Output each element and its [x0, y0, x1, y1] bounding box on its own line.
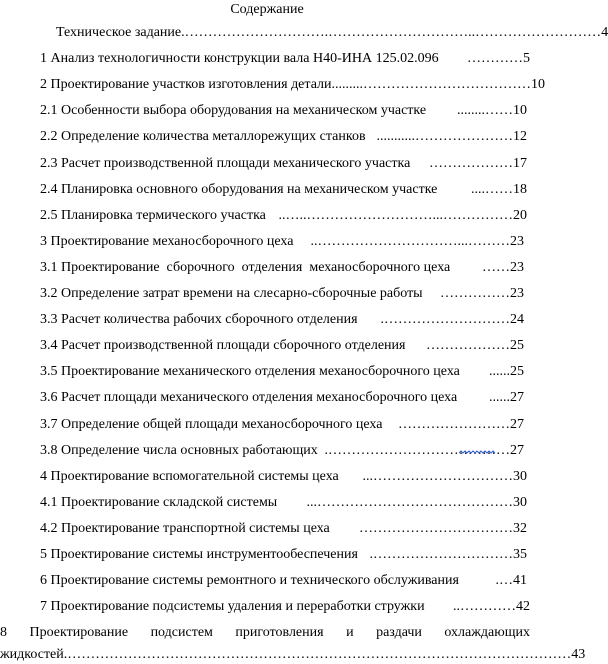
toc-entry-page-number: 25	[510, 338, 524, 353]
toc-entry-leader-dots: ……………………	[398, 417, 510, 432]
toc-entry-8-word: приготовления	[235, 625, 324, 640]
toc-entry[interactable]	[40, 363, 524, 381]
toc-entry-title: 3.4 Расчет производственной площади сборочного отделения	[40, 338, 406, 353]
toc-entry-leader-dots: …………………...........	[376, 129, 513, 144]
toc-entry-title: 2.5 Планировка термического участка	[40, 208, 266, 223]
toc-entry-leader-dots: …………………………...	[362, 469, 513, 484]
toc-entry-title: 2.1 Особенности выбора оборудования на механическом участке	[40, 103, 427, 118]
toc-entry-page-number: 41	[513, 573, 527, 588]
toc-entry-page-number: 10	[531, 77, 546, 92]
toc-entry[interactable]	[40, 285, 524, 303]
toc-entry-leader-dots: ………………………………….	[324, 443, 510, 458]
toc-entry-leader-dots: ……	[482, 260, 510, 275]
toc-entry-leader-dots: ……………………………………...	[306, 495, 513, 510]
toc-entry-title: 4 Проектирование вспомогательной системы цеха	[40, 469, 339, 484]
toc-entry-page-number: 23	[510, 234, 524, 249]
toc-entry-title: 3.2 Определение затрат времени на слесарно-сборочные работы	[40, 286, 423, 301]
toc-entry-leader-dots: ......	[489, 390, 510, 405]
toc-entry-page-number: 25	[510, 364, 524, 379]
toc-entry-8-word: подсистем	[150, 625, 213, 640]
toc-entry-title: 2.4 Планировка основного оборудования на механическом участке	[40, 182, 438, 197]
toc-entry-leader-dots: ……………………….	[380, 312, 510, 327]
toc-entry[interactable]	[40, 598, 530, 616]
toc-entry-8-word: охлаждающих	[444, 625, 530, 640]
toc-entry[interactable]	[40, 546, 527, 564]
toc-entry-title: 3.5 Проектирование механического отделения механосборочного цеха	[40, 364, 460, 379]
toc-entry-leader-dots: ………...…………………………..	[310, 234, 510, 249]
toc-entry-page-number: 12	[513, 129, 527, 144]
toc-entry-title: 3 Проектирование механосборочного цеха	[40, 234, 294, 249]
toc-entry[interactable]	[40, 207, 527, 225]
toc-entry[interactable]	[40, 259, 524, 277]
toc-entry-8-line-2	[0, 646, 586, 664]
toc-entry-page-number: 27	[510, 390, 524, 405]
toc-entry-leader-dots: ………………………….	[369, 547, 513, 562]
toc-entry-leader-dots: ………………………..………………………….………………………….	[181, 25, 602, 40]
toc-entry-page-number: 30	[513, 495, 527, 510]
toc-entry-8-word: и	[346, 625, 354, 640]
toc-entry-leader-dots: ……………………………….........	[331, 77, 532, 92]
toc-entry[interactable]	[56, 24, 608, 42]
toc-entry[interactable]	[40, 520, 527, 538]
toc-entry-leader-dots: …………..	[453, 599, 516, 614]
toc-entry-8-title-continuation: жидкостей	[0, 647, 64, 662]
toc-heading: Содержание	[230, 2, 304, 17]
toc-entry[interactable]	[40, 389, 524, 407]
toc-entry-page-number: 30	[513, 469, 527, 484]
toc-entry-leader-dots: ……........	[457, 103, 513, 118]
toc-entry-page-number: 4	[601, 25, 608, 40]
toc-entry-page-number: 10	[513, 103, 527, 118]
toc-entry-8-leader-dots: ……………………………………………………………………………………………….	[63, 647, 572, 662]
toc-entry-page-number: 27	[510, 417, 524, 432]
toc-entry-page-number: 5	[523, 51, 530, 66]
toc-entry-page-number: 35	[513, 547, 527, 562]
toc-entry-page-number: 18	[513, 182, 527, 197]
toc-entry[interactable]	[40, 494, 527, 512]
toc-entry-8-line-1	[0, 624, 530, 642]
toc-entry-title: 4.2 Проектирование транспортной системы цеха	[40, 521, 330, 536]
toc-entry[interactable]	[40, 50, 530, 68]
toc-entry-title: 2.2 Определение количества металлорежущих станков	[40, 129, 366, 144]
toc-entry-title: 3.6 Расчет площади механического отделения механосборочного цеха	[40, 390, 458, 405]
toc-entry-title: 2.3 Расчет производственной площади механического участка	[40, 156, 411, 171]
toc-entry-title: 3.7 Определение общей площади механосборочного цеха	[40, 417, 383, 432]
toc-entry[interactable]	[40, 337, 524, 355]
toc-entry-leader-dots: ………………	[426, 338, 510, 353]
toc-entry-8-page-number: 43	[571, 647, 586, 662]
toc-entry-title: 5 Проектирование системы инструментообеспечения	[40, 547, 358, 562]
toc-entry-page-number: 24	[510, 312, 524, 327]
toc-entry-title: 1 Анализ технологичности конструкции вала Н40-ИНА 125.02.096	[40, 51, 439, 66]
toc-entry-leader-dots: ……....	[471, 182, 513, 197]
toc-entry-page-number: 27	[510, 443, 524, 458]
toc-entry-leader-dots: ……………	[440, 286, 510, 301]
toc-entry-page-number: 23	[510, 260, 524, 275]
toc-entry-8-word: раздачи	[376, 625, 422, 640]
toc-entry[interactable]	[40, 416, 524, 434]
toc-entry-title: 3.1 Проектирование сборочного отделения механосборочного цеха	[40, 260, 451, 275]
toc-entry-page-number: 42	[516, 599, 530, 614]
toc-entry-leader-dots: ….	[495, 573, 513, 588]
toc-entry-8-word: 8	[0, 625, 7, 640]
toc-entry-leader-dots: …………	[467, 51, 523, 66]
toc-entry-title: 3.3 Расчет количества рабочих сборочного отделения	[40, 312, 358, 327]
toc-entry-leader-dots: ......	[489, 364, 510, 379]
toc-entry-page-number: 17	[513, 156, 527, 171]
toc-entry-title: 2 Проектирование участков изготовления детали	[40, 77, 332, 92]
toc-entry-title: 4.1 Проектирование складской системы	[40, 495, 278, 510]
toc-entry[interactable]	[40, 102, 527, 120]
toc-entry[interactable]	[40, 181, 527, 199]
toc-entry[interactable]	[40, 311, 524, 329]
toc-entry-title: Техническое задание	[56, 25, 182, 40]
toc-entry-title: 7 Проектирование подсистемы удаления и переработки стружки	[40, 599, 425, 614]
toc-entry[interactable]	[40, 128, 527, 146]
spellcheck-underline	[459, 451, 495, 455]
toc-entry[interactable]	[40, 442, 524, 460]
toc-entry-8-word: Проектирование	[29, 625, 129, 640]
toc-entry[interactable]	[40, 572, 527, 590]
toc-entry[interactable]	[40, 76, 546, 94]
toc-entry-leader-dots: ……………………………	[359, 521, 513, 536]
toc-entry-leader-dots: ……………...………………………..…..	[278, 208, 513, 223]
toc-entry-page-number: 32	[513, 521, 527, 536]
toc-entry[interactable]	[40, 233, 524, 251]
toc-entry-title: 6 Проектирование системы ремонтного и технического обслуживания	[40, 573, 459, 588]
toc-entry-page-number: 23	[510, 286, 524, 301]
toc-entry-page-number: 20	[513, 208, 527, 223]
toc-entry-leader-dots: ………………	[429, 156, 513, 171]
toc-entry[interactable]	[40, 155, 527, 173]
toc-entry[interactable]	[40, 468, 527, 486]
toc-entry-title: 3.8 Определение числа основных работающих	[40, 443, 318, 458]
